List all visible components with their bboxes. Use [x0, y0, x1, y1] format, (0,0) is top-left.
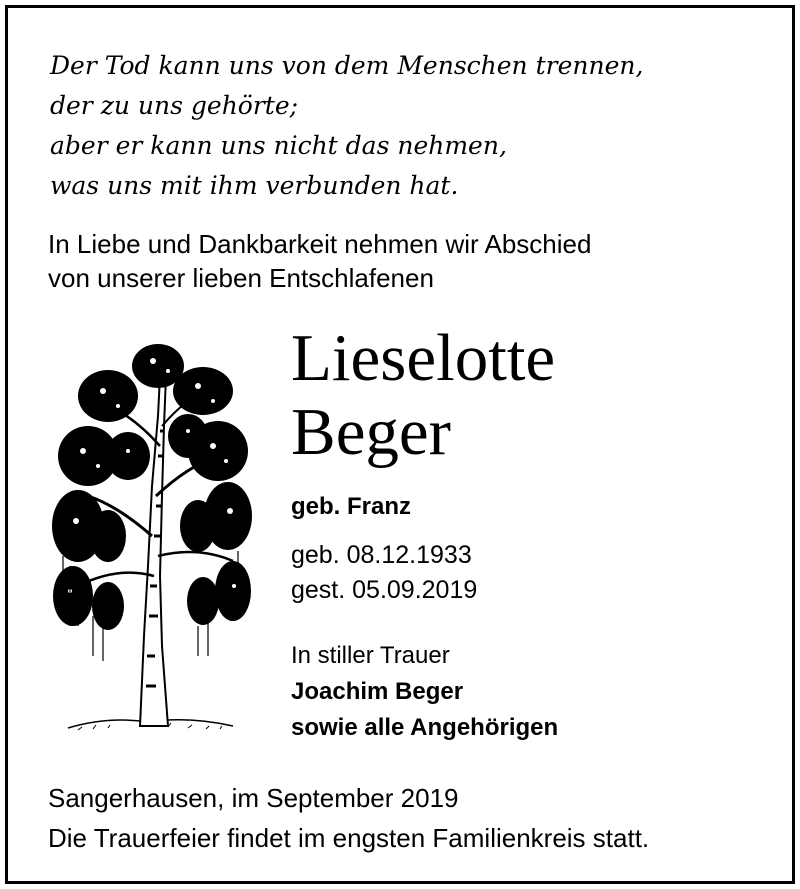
birth-date: geb. 08.12.1933 — [291, 541, 472, 569]
poem-line: was uns mit ihm verbunden hat. — [50, 171, 459, 200]
mourner-name: Joachim Beger — [291, 678, 464, 705]
footer-notes — [48, 778, 649, 858]
first-name: Lieselotte — [291, 321, 556, 395]
poem-line: aber er kann uns nicht das nehmen, — [50, 131, 507, 160]
intro-line: von unserer lieben Entschlafenen — [48, 263, 434, 293]
obituary-frame — [5, 5, 795, 884]
mourners-block — [291, 638, 558, 746]
last-name: Beger — [291, 395, 451, 469]
deceased-name — [291, 321, 555, 469]
death-date: gest. 05.09.2019 — [291, 576, 478, 604]
birth-name: geb. Franz — [291, 493, 412, 520]
place-date: Sangerhausen, im September 2019 — [48, 783, 459, 813]
ceremony-note: Die Trauerfeier findet im engsten Familienkreis statt. — [48, 823, 650, 853]
life-dates — [291, 538, 477, 608]
farewell-intro — [48, 227, 591, 295]
mourning-intro: In stiller Trauer — [291, 642, 450, 669]
birch-tree-illustration-icon — [48, 336, 253, 736]
mourner-name: sowie alle Angehörigen — [291, 714, 559, 741]
poem-line: Der Tod kann uns von dem Menschen trennen, — [50, 51, 644, 80]
poem-line: der zu uns gehörte; — [50, 91, 299, 120]
intro-line: In Liebe und Dankbarkeit nehmen wir Abschied — [48, 229, 592, 259]
memorial-poem — [50, 46, 643, 206]
